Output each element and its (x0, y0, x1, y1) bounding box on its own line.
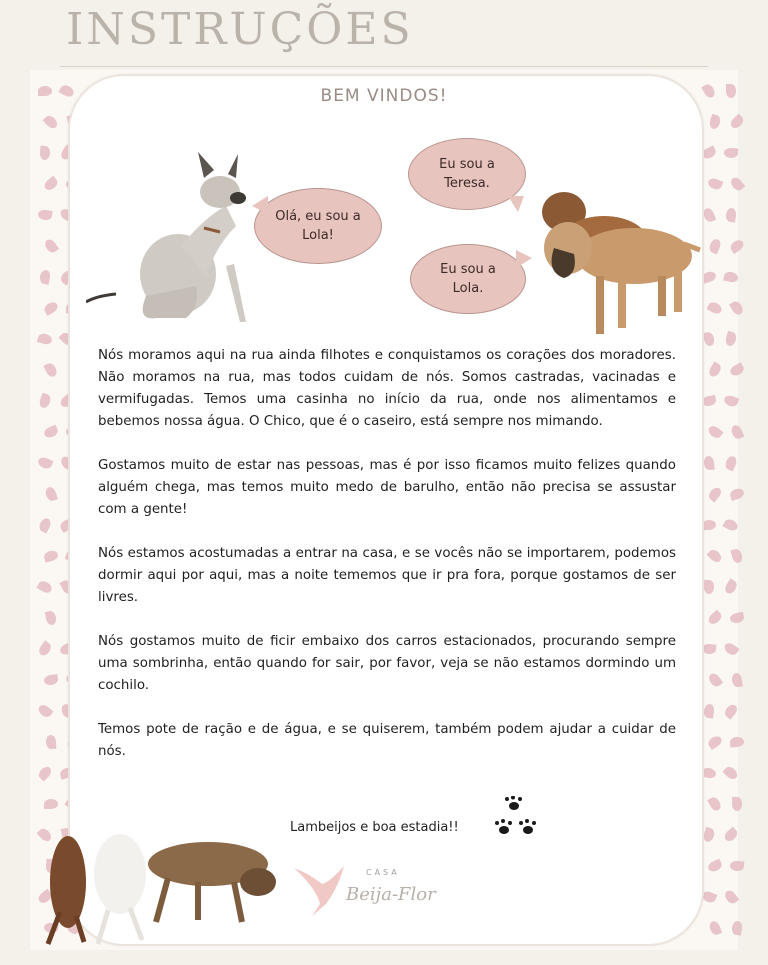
petal-decoration (37, 516, 52, 533)
petal-decoration (723, 394, 740, 408)
petal-decoration (708, 920, 722, 937)
bubble-tail-right-top (508, 196, 524, 212)
paragraph: Nós gostamos muito de ficir embaixo dos carros estacionados, procurando sempre uma sombrinha, então quando for sair, por favor, veja se não estamos dormindo um cochilo. (98, 634, 676, 693)
petal-decoration (707, 361, 723, 378)
petal-decoration (37, 640, 53, 657)
petal-decoration (43, 549, 59, 562)
petal-decoration (722, 641, 739, 657)
speech-bubble-right-top: Eu sou a Teresa. (408, 138, 526, 210)
brand-subtitle: CASA (366, 868, 400, 877)
petal-decoration (708, 114, 722, 130)
petal-decoration (37, 332, 53, 345)
petal-decoration (42, 300, 59, 316)
paragraph: Nós moramos aqui na rua ainda filhotes e conquistamos os corações dos moradores. Não moramos na rua, mas todos cuidam de nós. Somos castradas, vacinadas e vermifugadas. Temos uma casinha no início da rua, onde nos alimentamos e bebemos nossa água. O Chico, que é o caseiro, está sempre nos mimando. (98, 348, 676, 429)
petal-decoration (703, 456, 714, 471)
paragraph: Gostamos muito de estar nas pessoas, mas é por isso ficamos muito felizes quando alguém chega, mas temos muito medo de barulho, então não precisa se assustar com a gente! (98, 458, 676, 517)
petal-decoration (708, 238, 723, 255)
petal-decoration (706, 300, 723, 316)
petal-decoration (723, 888, 739, 905)
petal-decoration (707, 177, 724, 191)
speech-bubble-right-bottom: Eu sou a Lola. (410, 244, 526, 314)
petal-decoration (731, 920, 743, 935)
petal-decoration (724, 455, 739, 472)
petal-decoration (707, 671, 723, 688)
page-title: INSTRUÇÕES (66, 4, 414, 55)
petal-decoration (732, 797, 742, 811)
petal-decoration (704, 580, 714, 594)
petal-decoration (45, 610, 57, 626)
petal-decoration (722, 827, 739, 844)
petal-decoration (723, 578, 739, 595)
paw-prints-icon (494, 796, 544, 840)
petal-decoration (36, 579, 53, 595)
petal-decoration (728, 238, 745, 254)
petal-decoration (44, 486, 58, 502)
paragraph: Nós estamos acostumadas a entrar na casa, e se vocês não se importarem, podemos dormir aqui por aqui, mas a noite tememos que ir pra fora, porque gostamos de ser livres. (98, 546, 676, 605)
petal-decoration (730, 737, 745, 748)
petal-decoration (707, 859, 724, 874)
bubble-tail-left (252, 196, 268, 214)
petal-decoration (723, 271, 739, 284)
bubble-tail-right-bottom (516, 250, 532, 268)
petal-decoration (703, 703, 715, 719)
petal-decoration (729, 299, 745, 316)
petal-decoration (728, 362, 745, 377)
bottom-dogs-illustration (38, 812, 278, 947)
petal-decoration (725, 207, 737, 222)
petal-decoration (42, 176, 59, 193)
petal-decoration (702, 827, 716, 843)
petal-decoration (730, 424, 745, 441)
petal-decoration (37, 456, 54, 471)
paragraph: Temos pote de ração e de água, e se quiserem, também podem ajudar a cuidar de nós. (98, 722, 676, 759)
petal-decoration (730, 860, 745, 871)
petal-decoration (730, 548, 743, 564)
petal-decoration (43, 113, 60, 130)
petal-decoration (38, 393, 52, 410)
petal-decoration (707, 485, 724, 502)
petal-decoration (37, 209, 52, 221)
instructions-body (98, 345, 676, 785)
petal-decoration (706, 424, 723, 440)
petal-decoration (43, 425, 60, 440)
petal-decoration (724, 148, 739, 159)
petal-decoration (724, 331, 737, 347)
tan-dogs-illustration (524, 184, 704, 344)
petal-decoration (43, 237, 59, 254)
petal-decoration (722, 517, 739, 532)
petal-decoration (729, 487, 745, 501)
greeting-heading: BEM VINDOS! (320, 86, 448, 106)
petal-decoration (731, 672, 743, 687)
petal-decoration (707, 548, 724, 565)
petal-decoration (43, 361, 58, 378)
petal-decoration (707, 795, 723, 812)
title-divider (60, 66, 708, 67)
speech-bubble-left: Olá, eu sou a Lola! (254, 188, 382, 264)
hummingbird-icon (290, 858, 346, 918)
petal-decoration (728, 114, 745, 131)
petal-decoration (37, 764, 54, 781)
petal-decoration (729, 175, 746, 192)
petal-decoration (706, 734, 723, 750)
petal-decoration (729, 612, 745, 624)
grey-dog-illustration (86, 146, 256, 326)
signoff-text: Lambeijos e boa estadia!! (290, 820, 459, 835)
petal-decoration (39, 269, 52, 285)
petal-decoration (702, 331, 715, 347)
petal-decoration (722, 765, 739, 782)
petal-decoration (46, 735, 57, 750)
petal-decoration (44, 799, 58, 809)
brand-name: Beija-Flor (346, 884, 436, 905)
petal-decoration (43, 674, 58, 686)
petal-decoration (40, 146, 51, 161)
petal-decoration (706, 610, 723, 627)
petal-decoration (36, 703, 53, 720)
petal-decoration (723, 702, 740, 719)
